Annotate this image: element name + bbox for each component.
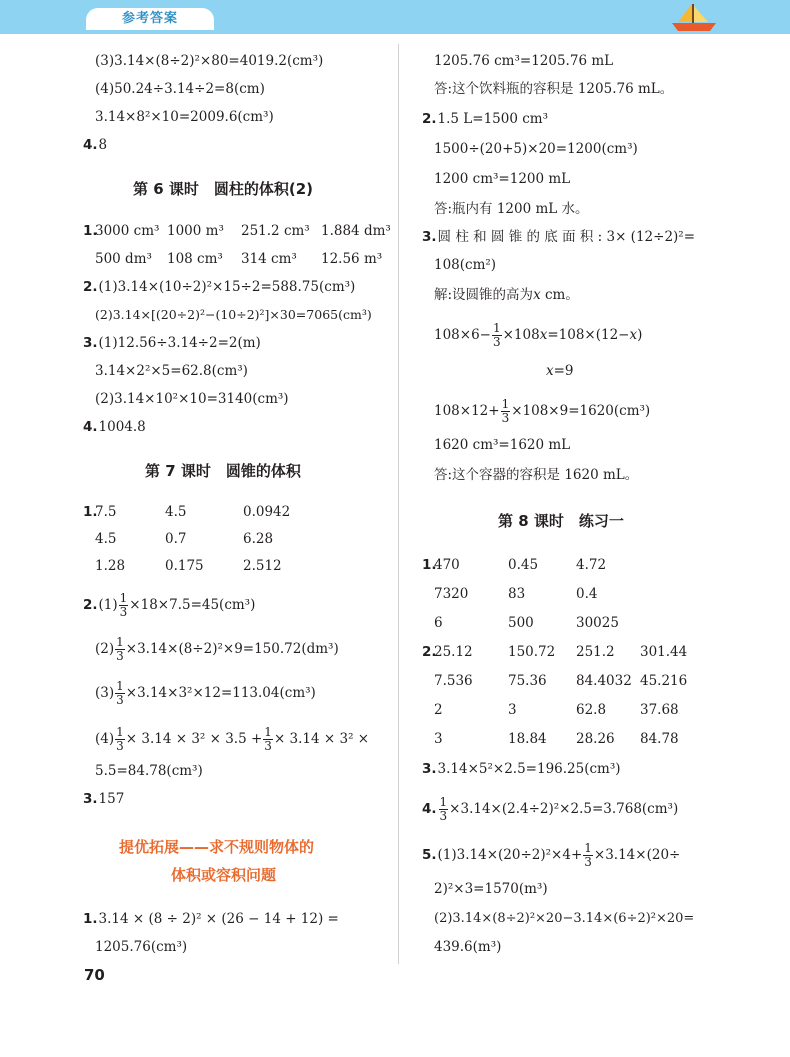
denominator: 3	[439, 809, 448, 823]
grid-cell: 7.5	[95, 504, 117, 520]
fraction	[583, 842, 593, 869]
r-q3-line-5: 1620 cm³=1620 mL	[434, 437, 571, 453]
question-number: 4.	[422, 801, 437, 817]
grid-cell: 28.26	[576, 731, 615, 747]
question-number: 4.	[83, 137, 98, 153]
question-number: 1.	[83, 911, 98, 927]
grid-cell: 2	[434, 702, 443, 718]
question-number: 2.	[83, 597, 98, 613]
answer-text: 3.14×5²×2.5=196.25(cm³)	[437, 761, 621, 777]
extension-title-line-1: 提优拓展——求不规则物体的	[119, 838, 315, 856]
grid-cell: 470	[434, 557, 460, 573]
question-number: 5.	[422, 847, 437, 863]
r-q3-equation-1	[434, 322, 642, 349]
answer-text: (1)3.14×(20÷2)²×4+	[437, 847, 583, 863]
answer-text: (1)12.56÷3.14÷2=2(m)	[98, 335, 261, 351]
s8-q5-line-1	[422, 842, 680, 869]
question-number: 2.	[422, 644, 437, 660]
grid-cell: 4.5	[95, 531, 117, 547]
answer-text: 圆 柱 和 圆 锥 的 底 面 积 : 3× (12÷2)²=	[437, 229, 696, 245]
grid-cell: 45.216	[640, 673, 688, 689]
equation-part: )	[637, 327, 643, 343]
grid-cell: 2.512	[243, 558, 282, 574]
s7-q2-3	[95, 680, 316, 707]
s8-q4	[422, 796, 678, 823]
grid-cell: 3000 cm³	[95, 223, 160, 239]
question-number: 2.	[422, 111, 437, 127]
r-q3-line-3	[434, 286, 579, 304]
grid-cell: 1.28	[95, 558, 126, 574]
numerator: 1	[501, 397, 510, 411]
s7-q2-2	[95, 636, 339, 663]
lesson-8-heading: 第 8 课时 练习一	[498, 512, 624, 530]
r-q2-line-2: 1500÷(20+5)×20=1200(cm³)	[434, 141, 638, 157]
question-number: 1.	[83, 504, 98, 520]
page-number: 70	[84, 966, 105, 984]
answer-text: × 3.14 × 3² ×	[273, 731, 370, 747]
s8-q5-line-2: 2)²×3=1570(m³)	[434, 881, 548, 897]
answer-text: 解:设圆锥的高为	[434, 287, 534, 303]
question-number: 2.	[83, 279, 98, 295]
denominator: 3	[116, 649, 124, 663]
equation-part: ×108×9=1620(cm³)	[511, 403, 651, 419]
numerator: 1	[492, 321, 501, 335]
numerator: 1	[264, 725, 272, 739]
grid-cell: 500 dm³	[95, 251, 152, 267]
equation-part: 108×6−	[434, 327, 491, 343]
grid-cell: 18.84	[508, 731, 547, 747]
grid-cell: 0.7	[165, 531, 187, 547]
grid-cell: 0.175	[165, 558, 204, 574]
extension-title-line-2: 体积或容积问题	[171, 866, 277, 884]
variable: x	[539, 327, 548, 343]
sub-label: (4)	[95, 731, 115, 747]
grid-cell: 7.536	[434, 673, 473, 689]
equation-part: =9	[553, 363, 574, 379]
s8-q5-line-4: 439.6(m³)	[434, 939, 502, 955]
equation-part: =108×(12−	[547, 327, 630, 343]
denominator: 3	[119, 605, 128, 619]
sub-label: (3)	[95, 685, 115, 701]
sub-label: (1)	[98, 597, 118, 613]
r-q3-line-2: 108(cm²)	[434, 257, 497, 273]
s7-q2-1	[83, 592, 255, 619]
equation-part: ×108	[502, 327, 540, 343]
r-q2-line-1	[422, 110, 548, 128]
numerator: 1	[116, 635, 124, 649]
grid-cell: 1.884 dm³	[321, 223, 391, 239]
answer-text: ×3.14×(20÷	[593, 847, 681, 863]
r-q2-line-3: 1200 cm³=1200 mL	[434, 171, 571, 187]
denominator: 3	[116, 693, 124, 707]
r-q2-line-4: 答:瓶内有 1200 mL 水。	[434, 201, 589, 217]
grid-cell: 4.5	[165, 504, 187, 520]
grid-cell: 84.78	[640, 731, 679, 747]
s6-q3-line-1	[83, 334, 261, 352]
left-line-3: 3.14×8²×10=2009.6(cm³)	[95, 109, 274, 125]
fraction	[492, 322, 502, 349]
question-number: 3.	[83, 791, 98, 807]
variable: x	[533, 287, 541, 303]
numerator: 1	[584, 841, 592, 855]
grid-cell: 0.4	[576, 586, 598, 602]
grid-cell: 12.56 m³	[321, 251, 383, 267]
s7-q2-4-cont: 5.5=84.78(cm³)	[95, 763, 203, 779]
grid-cell: 83	[508, 586, 526, 602]
fraction	[119, 592, 129, 619]
denominator: 3	[492, 335, 501, 349]
denominator: 3	[584, 855, 592, 869]
ext-q1-line-2: 1205.76(cm³)	[95, 939, 188, 955]
right-line-1: 1205.76 cm³=1205.76 mL	[434, 53, 614, 69]
numerator: 1	[116, 679, 124, 693]
equation-part: 108×12+	[434, 403, 500, 419]
s6-q3-line-3: (2)3.14×10²×10=3140(cm³)	[95, 391, 289, 407]
answer-text: 157	[98, 791, 125, 807]
fraction	[439, 796, 449, 823]
grid-cell: 3	[434, 731, 443, 747]
r-q3-line-1	[422, 228, 695, 246]
answer-text: cm。	[540, 287, 579, 303]
numerator: 1	[116, 725, 124, 739]
fraction	[115, 636, 125, 663]
grid-cell: 6	[434, 615, 443, 631]
grid-cell: 314 cm³	[241, 251, 297, 267]
question-number: 3.	[422, 761, 437, 777]
grid-cell: 84.4032	[576, 673, 632, 689]
fraction	[263, 726, 273, 753]
grid-cell: 25.12	[434, 644, 473, 660]
left-q4	[83, 136, 107, 154]
question-number: 4.	[83, 419, 98, 435]
grid-cell: 500	[508, 615, 534, 631]
ext-q1-line-1	[83, 910, 339, 928]
grid-cell: 7320	[434, 586, 469, 602]
grid-cell: 108 cm³	[167, 251, 223, 267]
grid-cell: 1000 m³	[167, 223, 224, 239]
sailboat-icon	[666, 2, 722, 32]
numerator: 1	[119, 591, 128, 605]
fraction	[115, 726, 125, 753]
grid-cell: 62.8	[576, 702, 607, 718]
s6-q2-line-1	[83, 278, 355, 296]
denominator: 3	[264, 739, 272, 753]
header-bar	[0, 0, 790, 34]
s7-q3	[83, 790, 124, 808]
grid-cell: 3	[508, 702, 517, 718]
s8-q5-line-3: (2)3.14×(8÷2)²×20−3.14×(6÷2)²×20=	[434, 911, 695, 926]
grid-cell: 37.68	[640, 702, 679, 718]
s7-q2-4	[95, 726, 369, 753]
answer-text: ×18×7.5=45(cm³)	[129, 597, 256, 613]
question-number: 3.	[422, 229, 437, 245]
answer-text: 3.14 × (8 ÷ 2)² × (26 − 14 + 12) =	[98, 911, 339, 927]
answer-text: ×3.14×3²×12=113.04(cm³)	[125, 685, 316, 701]
column-divider	[398, 44, 399, 964]
r-q3-line-6: 答:这个容器的容积是 1620 mL。	[434, 467, 639, 483]
left-line-1: (3)3.14×(8÷2)²×80=4019.2(cm³)	[95, 53, 324, 69]
denominator: 3	[501, 411, 510, 425]
grid-cell: 251.2	[576, 644, 615, 660]
sub-label: (2)	[95, 641, 115, 657]
s6-q2-line-2: (2)3.14×[(20÷2)²−(10÷2)²]×30=7065(cm³)	[95, 307, 372, 322]
answer-text: 1004.8	[98, 419, 146, 435]
lesson-7-heading: 第 7 课时 圆锥的体积	[145, 462, 301, 480]
r-q3-equation-3	[434, 398, 650, 425]
variable: x	[629, 327, 638, 343]
answer-text: ×3.14×(8÷2)²×9=150.72(dm³)	[125, 641, 339, 657]
denominator: 3	[116, 739, 124, 753]
answer-text: × 3.14 × 3² × 3.5 +	[125, 731, 263, 747]
question-number: 1.	[422, 557, 437, 573]
question-number: 3.	[83, 335, 98, 351]
question-number: 1.	[83, 223, 98, 239]
variable: x	[546, 363, 554, 379]
answer-text: 8	[98, 137, 108, 153]
r-q3-equation-2	[546, 362, 574, 380]
lesson-6-heading: 第 6 课时 圆柱的体积(2)	[133, 180, 314, 198]
grid-cell: 75.36	[508, 673, 547, 689]
answer-text: (1)3.14×(10÷2)²×15÷2=588.75(cm³)	[98, 279, 356, 295]
grid-cell: 150.72	[508, 644, 556, 660]
grid-cell: 301.44	[640, 644, 688, 660]
s6-q3-line-2: 3.14×2²×5=62.8(cm³)	[95, 363, 248, 379]
grid-cell: 0.45	[508, 557, 539, 573]
s8-q3	[422, 760, 621, 778]
right-line-2: 答:这个饮料瓶的容积是 1205.76 mL。	[434, 81, 674, 97]
s6-q4	[83, 418, 146, 436]
numerator: 1	[439, 795, 448, 809]
grid-cell: 0.0942	[243, 504, 291, 520]
grid-cell: 6.28	[243, 531, 274, 547]
answer-text: 1.5 L=1500 cm³	[437, 111, 548, 127]
fraction	[115, 680, 125, 707]
answer-tab: 参考答案	[86, 8, 214, 30]
answer-text: ×3.14×(2.4÷2)²×2.5=3.768(cm³)	[449, 801, 679, 817]
fraction	[501, 398, 511, 425]
grid-cell: 251.2 cm³	[241, 223, 310, 239]
grid-cell: 4.72	[576, 557, 607, 573]
grid-cell: 30025	[576, 615, 619, 631]
left-line-2: (4)50.24÷3.14÷2=8(cm)	[95, 81, 265, 97]
